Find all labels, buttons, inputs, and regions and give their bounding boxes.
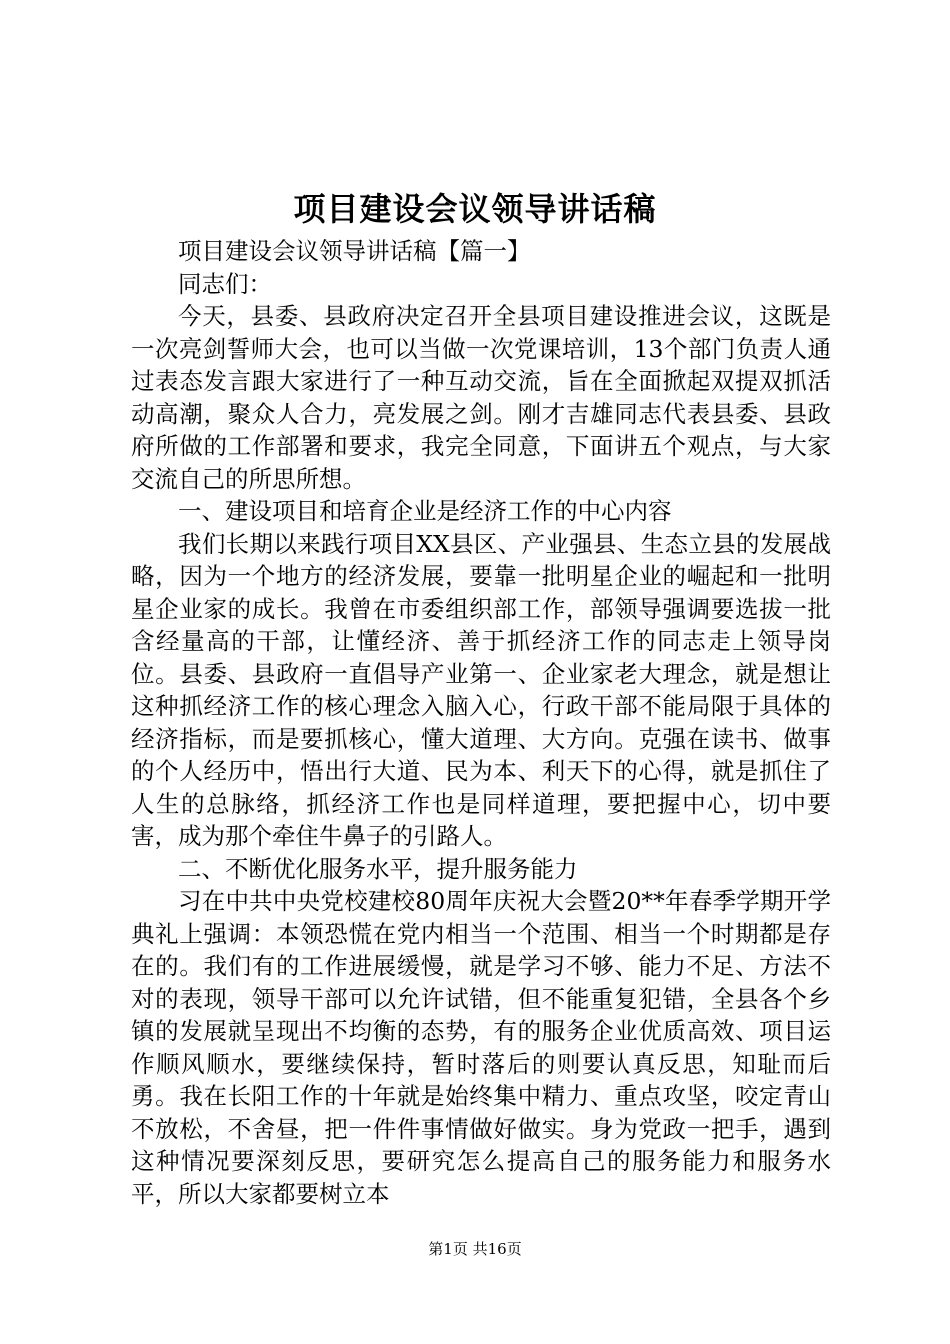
paragraph-point-two: 习在中共中央党校建校80周年庆祝大会暨20**年春季学期开学典礼上强调：本领恐慌在党内相当一个范围、相当一个时期都是存在的。我们有的工作进展缓慢，就是学习不够、能力不足、方法不对的表现，领导干部可以允许试错，但不能重复犯错，全县各个乡镇的发展就呈现出不均衡的态势，有的服务企业优质高效、项目运作顺风顺水，要继续保持，暂时落后的则要认真反思，知耻而后勇。我在长阳工作的十年就是始终集中精力、重点攻坚，咬定青山不放松，不舍昼，把一件件事情做好做实。身为党政一把手，遇到这种情况要深刻反思，要研究怎么提高自己的服务能力和服务水平，所以大家都要树立本 bbox=[131, 887, 831, 1208]
page-number-footer: 第1页 共16页 bbox=[428, 1240, 522, 1258]
paragraph-intro: 今天，县委、县政府决定召开全县项目建设推进会议，这既是一次亮剑誓师大会，也可以当做一次党课培训，13个部门负责人通过表态发言跟大家进行了一种互动交流，旨在全面掀起双提双抓活动高潮，聚众人合力，亮发展之剑。刚才吉雄同志代表县委、县政府所做的工作部署和要求，我完全同意，下面讲五个观点，与大家交流自己的所思所想。 bbox=[131, 302, 831, 493]
paragraph-point-one: 我们长期以来践行项目XX县区、产业强县、生态立县的发展战略，因为一个地方的经济发展，要靠一批明星企业的崛起和一批明星企业家的成长。我曾在市委组织部工作，部领导强调要选拔一批含经量高的干部，让懂经济、善于抓经济工作的同志走上领导岗位。县委、县政府一直倡导产业第一、企业家老大理念，就是想让这种抓经济工作的核心理念入脑入心，行政干部不能局限于具体的经济指标，而是要抓核心，懂大道理、大方向。克强在读书、做事的个人经历中，悟出行大道、民为本、利天下的心得，就是抓住了人生的总脉络，抓经济工作也是同样道理，要把握中心，切中要害，成为那个牵住牛鼻子的引路人。 bbox=[131, 529, 831, 850]
section-heading-part-one: 项目建设会议领导讲话稿【篇一】 bbox=[178, 237, 531, 265]
heading-point-one: 一、建设项目和培育企业是经济工作的中心内容 bbox=[178, 497, 672, 525]
salutation: 同志们： bbox=[178, 269, 272, 298]
document-title: 项目建设会议领导讲话稿 bbox=[293, 190, 657, 228]
document-body bbox=[131, 235, 831, 1210]
heading-point-two: 二、不断优化服务水平，提升服务能力 bbox=[178, 854, 578, 883]
